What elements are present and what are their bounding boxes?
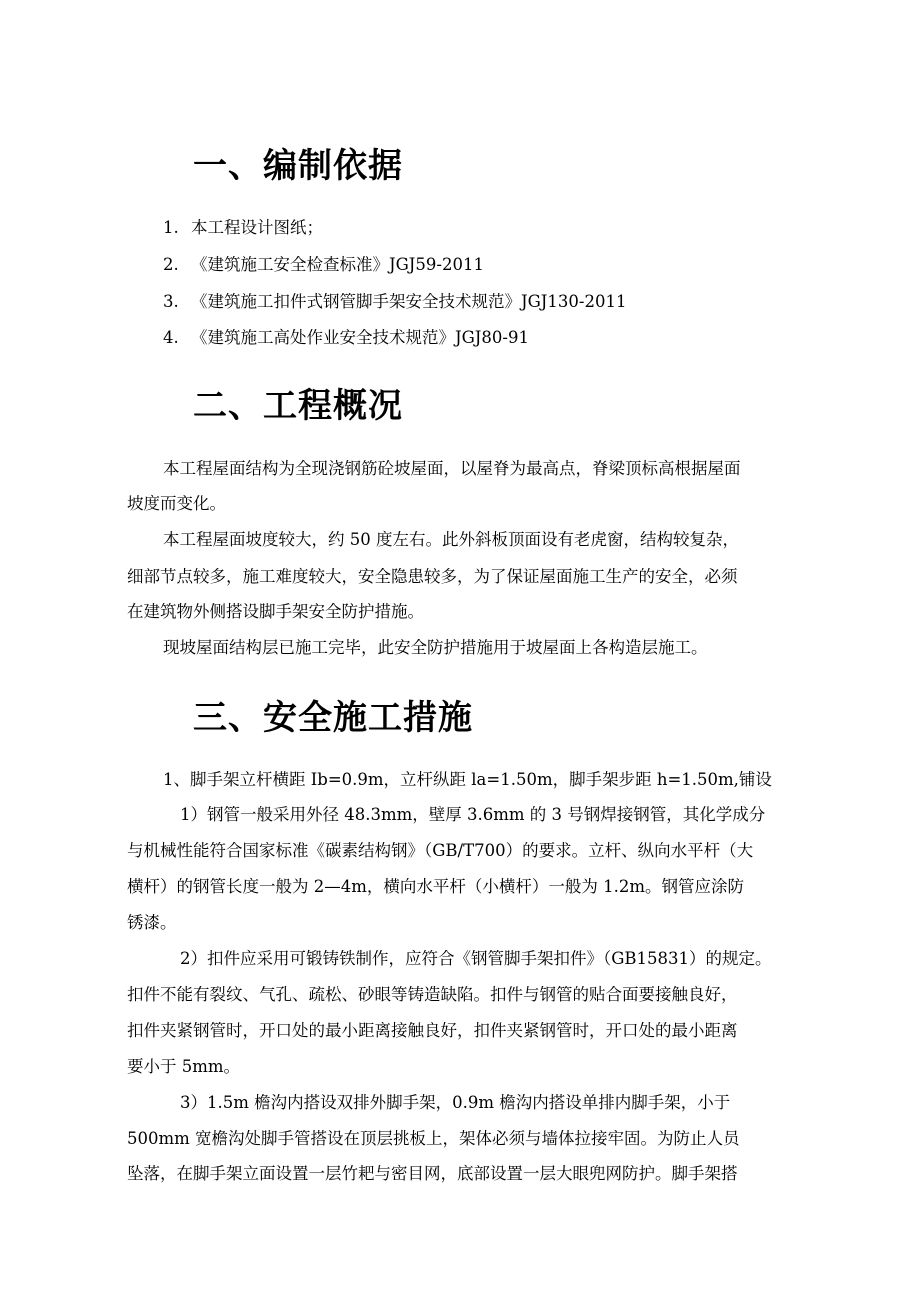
basis-item-1 xyxy=(163,214,323,238)
measure-line-6: 2）扣件应采用可锻铸铁制作，应符合《钢管脚手架扣件》（GB15831）的规定。 xyxy=(180,949,772,968)
measure-line-12: 坠落，在脚手架立面设置一层竹耙与密目网，底部设置一层大眼兜网防护。脚手架搭 xyxy=(127,1164,738,1183)
measure-line-5: 锈漆。 xyxy=(127,913,177,932)
item-number: 1. xyxy=(163,218,179,237)
measure-line-9: 要小于 5mm。 xyxy=(127,1057,241,1076)
measure-line-8: 扣件夹紧钢管时，开口处的最小距离接触良好，扣件夹紧钢管时，开口处的最小距离 xyxy=(127,1021,738,1040)
measure-line-11: 500mm 宽檐沟处脚手管搭设在顶层挑板上，架体必须与墙体拉接牢固。为防止人员 xyxy=(127,1129,740,1148)
item-number: 2. xyxy=(163,255,179,274)
overview-line-1: 本工程屋面结构为全现浇钢筋砼坡屋面，以屋脊为最高点，脊梁顶标高根据屋面 xyxy=(163,459,741,478)
item-text: 《建筑施工扣件式钢管脚手架安全技术规范》JGJ130-2011 xyxy=(191,292,627,311)
measure-line-7: 扣件不能有裂纹、气孔、疏松、砂眼等铸造缺陷。扣件与钢管的贴合面要接触良好， xyxy=(127,985,738,1004)
measure-line-10: 3）1.5m 檐沟内搭设双排外脚手架，0.9m 檐沟内搭设单排内脚手架，小于 xyxy=(180,1093,731,1112)
basis-item-2 xyxy=(163,251,484,275)
overview-line-4: 细部节点较多，施工难度较大，安全隐患较多，为了保证屋面施工生产的安全，必须 xyxy=(127,567,738,586)
basis-item-4 xyxy=(163,324,529,348)
item-number: 4. xyxy=(163,328,179,347)
measure-line-4: 横杆）的钢管长度一般为 2—4m，横向水平杆（小横杆）一般为 1.2m。钢管应涂防 xyxy=(127,877,745,896)
item-text: 本工程设计图纸； xyxy=(191,218,323,237)
overview-line-6: 现坡屋面结构层已施工完毕，此安全防护措施用于坡屋面上各构造层施工。 xyxy=(163,638,708,657)
measure-line-3: 与机械性能符合国家标准《碳素结构钢》（GB/T700）的要求。立杆、纵向水平杆（大 xyxy=(127,841,754,860)
overview-line-2: 坡度而变化。 xyxy=(127,494,226,513)
item-text: 《建筑施工高处作业安全技术规范》JGJ80-91 xyxy=(191,328,529,347)
section-1-heading: 一、编制依据 xyxy=(193,146,403,186)
section-2-heading: 二、工程概况 xyxy=(193,386,403,426)
section-3-heading: 三、安全施工措施 xyxy=(193,698,473,738)
measure-line-1: 1、脚手架立杆横距 Ib=0.9m，立杆纵距 la=1.50m，脚手架步距 h=1.50m,铺设 xyxy=(163,770,772,789)
basis-item-3 xyxy=(163,288,626,312)
item-text: 《建筑施工安全检查标准》JGJ59-2011 xyxy=(191,255,484,274)
measure-line-2: 1）钢管一般采用外径 48.3mm，壁厚 3.6mm 的 3 号钢焊接钢管，其化学成分 xyxy=(180,805,766,824)
overview-line-3: 本工程屋面坡度较大，约 50 度左右。此外斜板顶面设有老虎窗，结构较复杂， xyxy=(163,530,739,549)
item-number: 3. xyxy=(163,292,179,311)
overview-line-5: 在建筑物外侧搭设脚手架安全防护措施。 xyxy=(127,602,424,621)
